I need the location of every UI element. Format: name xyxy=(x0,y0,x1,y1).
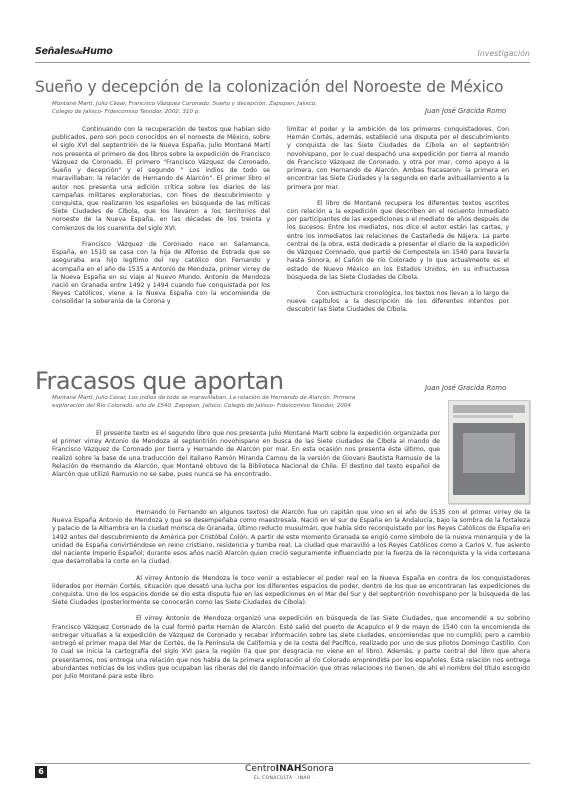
logo-end: Humo xyxy=(82,46,113,57)
page-header xyxy=(35,44,530,66)
article1-paragraph: Continuando con la recuperación de textos que habían sido publicados, pero son poco conocidos en el noroeste de México, sobre el siglo XVI del septentrión de la Nueva España, Julio Montané Martí nos presenta el primero de dos libros sobre la expedición de Francisco Vázquez de Coronado. El primero "Francisco Vázquez de Coronado, Sueño y decepción" y el segundo " Los indios de todo se maravillaban: la relación de Hernando de Alarcón". El primer libro el autor nos presenta una edición crítica sobre los diarios de las campañas militares exploratorias, con fines de descubrimiento y conquista, que realizaron los españoles en búsqueda de las míticas Siete Ciudades de Cíbola, que los llevaron a los territorios del noroeste de la Nueva España, en las décadas de los treinta y comienzos de los cuarenta del siglo XVI. xyxy=(52,126,270,232)
header-divider xyxy=(35,62,530,63)
article1-right-column xyxy=(287,126,509,315)
footer-logo xyxy=(245,764,334,774)
article1-paragraph: Con estructura cronológica, los textos nos llevan a lo largo de nueve capítulos a la descripción de los diferentes intentos por descubrir las Siete Ciudades de Cíbola. xyxy=(287,289,509,314)
article1-citation-line2: Colegio de Jalisco- Fideicomiso Teixidor, 2002, 310 p. xyxy=(52,108,201,115)
article1-title: Sueño y decepción de la colonización del Noroeste de México xyxy=(35,78,504,96)
book-cover-image xyxy=(448,400,530,504)
section-label: Investigación xyxy=(477,49,530,58)
footer-logo-prefix: Centro xyxy=(245,764,276,774)
article2-title: Fracasos que aportan xyxy=(35,367,284,395)
article1-paragraph: Francisco Vázquez de Coronado nace en Salamanca, España, en 1510 se casa con la hija de Alfonso de Estrada que se aseguraba era hijo legítimo del rey católico don Fernando y acompaña en el año de 1535 a Antonio de Mendoza, primer virrey de la Nueva España en su viaje al Nuevo Mundo. Antonio de Mendoza nació en Granada entre 1492 y 1494 cuando fue conquistada por los Reyes Católicos, viene a la Nueva España con la encomienda de consolidar la soberanía de la Corona y xyxy=(52,240,270,306)
page-number: 6 xyxy=(35,766,47,778)
footer-subtitle: EL CONACULTA · INAH · xyxy=(254,776,315,781)
footer-logo-suffix: Sonora xyxy=(301,764,334,774)
article2-paragraph: El presente texto es el segundo libro que nos presenta Julio Montané Martí sobre la expedición organizada por el primer virrey Antonio de Mendoza al septentrión novohispano en busca de las Siete ciudades de Cíbola al mando de Francisco Vázquez de Coronado por tierra y Hernando de Alarcón por mar. En esta ocasión nos presenta éste último, que realizó sobre la base de una traducción del italiano Ramón Miranda Camou de la versión de Giovani Bautista Ramusio de la Relación de Hernando de Alarcón, que Montané obtuvo de la Biblioteca Nacional de Chile. El destino del texto español de Alarcón que utilizó Ramusio no se sabe, pues nunca se ha encontrado. xyxy=(52,430,440,479)
article2-paragraph: Al virrey Antonio de Mendoza le toco venir a establecer el poder real en la Nueva España en contra de los conquistadores liderados por Hernán Cortés, situación que desató una lucha por los diferentes espacios de poder, dentro de los que se encontraran las expediciones de conquista. Uno de los espacios donde se dio esta disputa fue en las expediciones en el Mar del Sur y del septentrión novohispano por la búsqueda de las Siete Ciudades (posteriormente se conocerán como las Siete Ciudades de Cíbola). xyxy=(52,574,530,607)
article2-citation-line2: exploración del Río Colorado, año de 1540. Zapopan, Jalisco, Colegio de Jalisco- Fideicomiso Teixidor, 2004 xyxy=(52,402,351,409)
article2-author: Juan José Gracida Romo xyxy=(425,384,507,392)
article2-citation xyxy=(52,395,432,410)
article1-paragraph: El libro de Montané recupera los diferentes textos escritos con relación a la expedición que describen en el recuento inmediato por participantes de las expediciones o el mediato de años después de los sucesos. Entre los mediatos, nos dice el autor están las cartas, y entre los inmediatos las relaciones de Castañeda de Nájera. La parte central de la obra, está dedicada a presentar el diario de la expedición de Vázquez Coronado, que partió de Compostela en 1540 para llevarla hasta Sonora, el Cañón de río Colorado y lo que actualmente es el estado de Nuevo México en los Estados Unidos, en su infructuosa búsqueda de las Siete Ciudades de Cíbola. xyxy=(287,199,509,281)
footer-logo-bold: INAH xyxy=(275,764,302,774)
magazine-logo xyxy=(35,46,112,57)
article1-paragraph: limitar el poder y la ambición de los primeros conquistadores. Con Hernán Cortés, además, estableció una disputa por el descubrimiento y conquista de las Siete Ciudades de Cíbola en el septentrión novohispano, por lo cual despachó una expedición por tierra al mando de Francisco Vázquez de Coronado, y otra por mar, como apoyo a la primera, con Hernando de Alarcón. Ambas fracasaron: la primera en encontrar las Siete Ciudades y la segunda en darle avituallamiento a la primera por mar. xyxy=(287,126,509,191)
article2-paragraph: Hernando (o Fernando en algunos textos) de Alarcón fue un capitán que vino en el año de 1535 con el primer virrey de la Nueva España Antonio de Mendoza y que se desempeñaba como maestresala. Nació en el sur de España en la Andalucía, bajo la sombra de la fortaleza y palacio de la Alhambra en la ciudad morisca de Granada, último reducto musulmán, que había sido reconquistado por los Reyes Católicos de España en 1492 antes del descubrimiento de América por Cristóbal Colón. A partir de este momento Granada se erigió como símbolo de la nueva monarquía y de la unidad de España convirtiéndose en reino cristiano, residencia y tumba real. La ciudad que maravilló a los Reyes Católicos como a Carlos V, fue asiento del naciente Imperio Español; durante esos años nació Alarcón quien creció seguramente influenciado por la fuerza de la reconquista y la vida cortesana que desarrollaba la corte en la ciudad. xyxy=(52,509,530,566)
article1-left-column xyxy=(52,126,270,307)
article2-citation-line1: Montané Martí, Julio César, Los indios de todo se maravillaban. La relación de Hernando de Alarcón. Primera xyxy=(52,395,356,401)
logo-small: de xyxy=(74,49,83,56)
article1-citation-line1: Montané Martí, Julio César, Francisco Vázquez Coronado. Sueño y decepción, Zapopan, Jalisco, xyxy=(52,101,317,107)
logo-main: Señales xyxy=(35,46,75,57)
article1-author: Juan José Gracida Romo xyxy=(425,107,507,115)
article2-paragraph: El virrey Antonio de Mendoza organizó una expedición en búsqueda de las Siete Ciudades, que encomendó a su sobrino Francisco Vázquez Coronado de la cual formó parte Hernán de Alarcón. Esté salió del puerto de Acapulco el 9 de mayo de 1540 con la encomienda de entregar vituallas a la expedición de Vázquez de Coronado y recabar información sobre las siete ciudades, encomiendas que no cumplió; pero a cambio entregó el primer mapa del Mar de Cortés, de la Península de California y de la costa del Pacífico, realizado por uno de sus pilotos Domingo Castillo. Con lo cual se inicia la cartografía del siglo XVI para la región (la que por desgracia no viene en el libro). Además, y parte central del libro que ahora presentamos, nos entrega una relación que nos habla de la primera exploración al río Colorado emprendida por los españoles. Esta relación nos entrega abundantes noticias de los indios que ocupaban las riberas del río dando información que otras relaciones no tienen, de ahí el nombre del título escogido por Julio Montané para este libro. xyxy=(52,615,530,680)
article2-body xyxy=(52,509,530,689)
article2-intro xyxy=(52,430,440,487)
article1-citation xyxy=(52,101,382,116)
